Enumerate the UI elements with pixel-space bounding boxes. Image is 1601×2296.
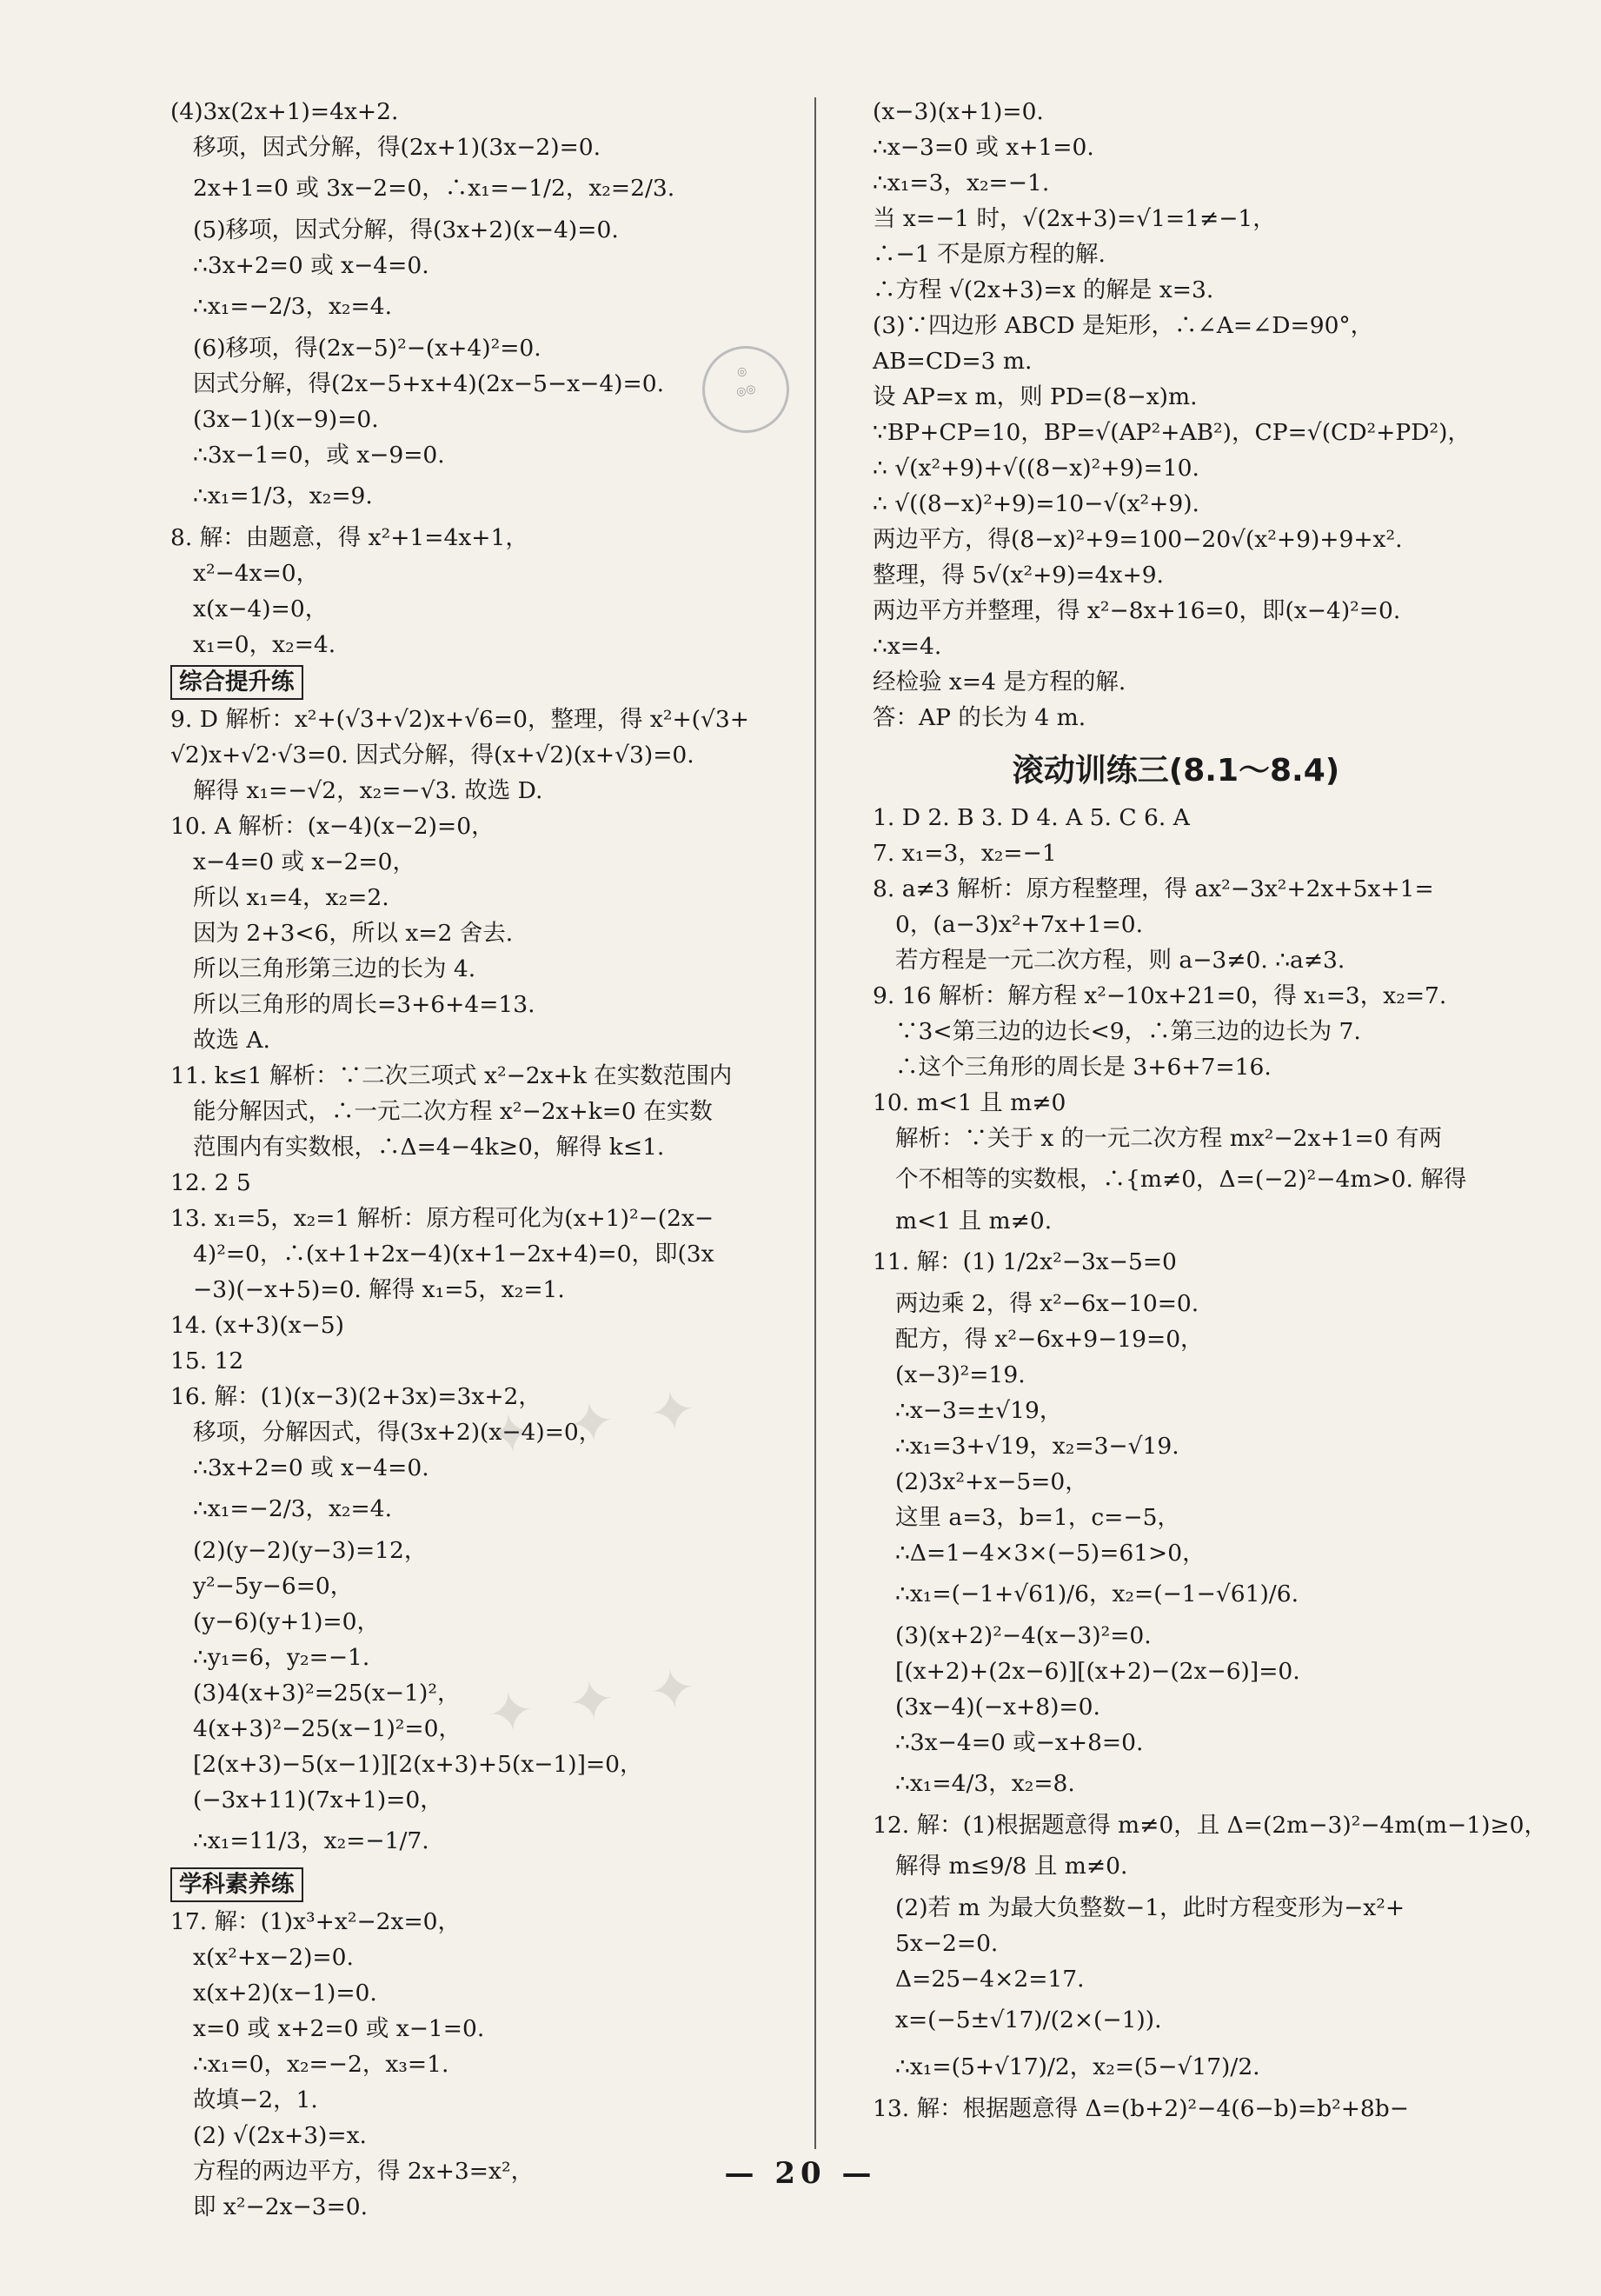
text-line: 13. 解：根据题意得 Δ=(b+2)²−4(6−b)=b²+8b−	[873, 2095, 1409, 2122]
text-line: ∴3x−1=0，或 x−9=0.	[193, 442, 445, 469]
text-line: 4(x+3)²−25(x−1)²=0，	[193, 1715, 462, 1742]
text-line: (2) √(2x+3)=x.	[193, 2122, 367, 2149]
text-line: ∴x−3=0 或 x+1=0.	[873, 134, 1094, 161]
text-line: [2(x+3)−5(x−1)][2(x+3)+5(x−1)]=0，	[193, 1751, 643, 1778]
text-line: 个不相等的实数根，∴{m≠0，Δ=(−2)²−4m>0. 解得	[895, 1166, 1467, 1193]
text-line: 两边平方并整理，得 x²−8x+16=0，即(x−4)²=0.	[873, 597, 1401, 624]
text-line: AB=CD=3 m.	[873, 348, 1033, 375]
text-line: ∴x₁=1/3，x₂=9.	[193, 482, 373, 509]
text-line: 两边平方，得(8−x)²+9=100−20√(x²+9)+9+x².	[873, 526, 1403, 553]
text-line: (3x−4)(−x+8)=0.	[895, 1694, 1100, 1720]
text-line: 16. 解：(1)(x−3)(2+3x)=3x+2，	[170, 1383, 541, 1410]
text-line: ∴y₁=6，y₂=−1.	[193, 1644, 370, 1671]
text-line: 解析：∵关于 x 的一元二次方程 mx²−2x+1=0 有两	[895, 1125, 1442, 1152]
text-line: ∴方程 √(2x+3)=x 的解是 x=3.	[873, 276, 1214, 303]
text-line: 12. 2 5	[170, 1169, 251, 1196]
text-line: (4)3x(2x+1)=4x+2.	[170, 98, 399, 125]
text-line: ∴ √(x²+9)+√((8−x)²+9)=10.	[873, 455, 1199, 482]
section-title: 滚动训练三(8.1～8.4)	[1012, 753, 1340, 789]
left-column	[170, 94, 796, 2225]
text-line: ∴Δ=1−4×3×(−5)=61>0，	[895, 1540, 1206, 1567]
column-divider	[814, 97, 816, 2149]
text-line: 若方程是一元二次方程，则 a−3≠0. ∴a≠3.	[895, 947, 1345, 974]
text-line: 8. 解：由题意，得 x²+1=4x+1，	[170, 524, 528, 551]
text-line: ∴ √((8−x)²+9)=10−√(x²+9).	[873, 490, 1199, 517]
text-line: 这里 a=3，b=1，c=−5，	[895, 1504, 1180, 1531]
text-line: x(x−4)=0，	[193, 596, 329, 622]
text-line: 移项，因式分解，得(2x+1)(3x−2)=0.	[193, 134, 601, 161]
section-badge: 学科素养练	[170, 1867, 303, 1902]
text-line: 解得 x₁=−√2，x₂=−√3. 故选 D.	[193, 777, 543, 804]
text-line: 经检验 x=4 是方程的解.	[873, 669, 1126, 695]
text-line: 所以三角形第三边的长为 4.	[193, 955, 476, 982]
text-line: ∴x₁=(−1+√61)/6，x₂=(−1−√61)/6.	[895, 1581, 1299, 1607]
text-line: ∴x₁=3+√19，x₂=3−√19.	[895, 1433, 1179, 1460]
text-line: ∵3<第三边的边长<9，∴第三边的边长为 7.	[895, 1018, 1361, 1045]
section-badge: 综合提升练	[170, 665, 303, 700]
text-line: ∴3x+2=0 或 x−4=0.	[193, 1454, 429, 1481]
text-line: 答：AP 的长为 4 m.	[873, 704, 1086, 731]
text-line: 15. 12	[170, 1348, 244, 1374]
text-line: ∴x₁=3，x₂=−1.	[873, 170, 1050, 196]
text-line: (−3x+11)(7x+1)=0，	[193, 1787, 443, 1814]
text-line: ∴3x+2=0 或 x−4=0.	[193, 252, 429, 279]
text-line: ∴x₁=0，x₂=−2，x₃=1.	[193, 2051, 449, 2078]
text-line: 当 x=−1 时，√(2x+3)=√1=1≠−1，	[873, 205, 1276, 232]
text-line: 1. D 2. B 3. D 4. A 5. C 6. A	[873, 804, 1190, 831]
text-line: 因式分解，得(2x−5+x+4)(2x−5−x−4)=0.	[193, 370, 665, 397]
text-line: (2)若 m 为最大负整数−1，此时方程变形为−x²+	[895, 1894, 1405, 1921]
text-line: ∴x₁=−2/3，x₂=4.	[193, 293, 393, 320]
text-line: 5x−2=0.	[895, 1930, 999, 1957]
text-line: ∴x−3=±√19，	[895, 1397, 1063, 1424]
text-line: 4)²=0，∴(x+1+2x−4)(x+1−2x+4)=0，即(3x	[193, 1241, 714, 1268]
text-line: 所以三角形的周长=3+6+4=13.	[193, 991, 535, 1018]
text-line: 10. m<1 且 m≠0	[873, 1089, 1066, 1116]
text-line: (6)移项，得(2x−5)²−(x+4)²=0.	[193, 335, 541, 362]
text-line: 配方，得 x²−6x+9−19=0，	[895, 1326, 1204, 1353]
text-line: (x−3)²=19.	[895, 1361, 1026, 1388]
page-number: — 20 —	[724, 2156, 877, 2191]
watermark-icon: ✦ ✦ ✦	[483, 1375, 709, 1471]
text-line: 7. x₁=3，x₂=−1	[873, 840, 1057, 867]
text-line: m<1 且 m≠0.	[895, 1208, 1053, 1235]
text-line: 0，(a−3)x²+7x+1=0.	[895, 911, 1144, 938]
text-line: ∴这个三角形的周长是 3+6+7=16.	[895, 1054, 1272, 1081]
text-line: 9. 16 解析：解方程 x²−10x+21=0，得 x₁=3，x₂=7.	[873, 982, 1447, 1009]
text-line: ∴x₁=4/3，x₂=8.	[895, 1770, 1075, 1797]
text-line: 12. 解：(1)根据题意得 m≠0，且 Δ=(2m−3)²−4m(m−1)≥0，	[873, 1812, 1547, 1839]
text-line: x₁=0，x₂=4.	[193, 631, 336, 658]
text-line: (y−6)(y+1)=0，	[193, 1608, 380, 1635]
text-line: 8. a≠3 解析：原方程整理，得 ax²−3x²+2x+5x+1=	[873, 875, 1434, 902]
text-line: ∴x₁=−2/3，x₂=4.	[193, 1495, 393, 1522]
text-line: Δ=25−4×2=17.	[895, 1966, 1085, 1993]
text-line: (3)4(x+3)²=25(x−1)²，	[193, 1680, 461, 1707]
text-line: ∵BP+CP=10，BP=√(AP²+AB²)，CP=√(CD²+PD²)，	[873, 419, 1471, 446]
text-line: 移项，分解因式，得(3x+2)(x−4)=0，	[193, 1419, 602, 1446]
text-line: 9. D 解析：x²+(√3+√2)x+√6=0，整理，得 x²+(√3+	[170, 706, 749, 733]
text-line: x=(−5±√17)/(2×(−1)).	[895, 2007, 1162, 2033]
text-line: 故选 A.	[193, 1027, 270, 1054]
text-line: 两边乘 2，得 x²−6x−10=0.	[895, 1290, 1199, 1317]
text-line: (x−3)(x+1)=0.	[873, 98, 1044, 125]
text-line: 所以 x₁=4，x₂=2.	[193, 884, 389, 911]
text-line: 解得 m≤9/8 且 m≠0.	[895, 1853, 1128, 1880]
text-line: x(x+2)(x−1)=0.	[193, 1980, 377, 2007]
text-line: x−4=0 或 x−2=0，	[193, 849, 415, 875]
text-line: 11. k≤1 解析：∵二次三项式 x²−2x+k 在实数范围内	[170, 1062, 733, 1089]
text-line: ∴x=4.	[873, 633, 942, 660]
text-line: 14. (x+3)(x−5)	[170, 1312, 344, 1339]
text-line: 能分解因式，∴一元二次方程 x²−2x+k=0 在实数	[193, 1098, 713, 1125]
text-line: (3)(x+2)²−4(x−3)²=0.	[895, 1622, 1152, 1649]
text-line: (2)(y−2)(y−3)=12，	[193, 1537, 428, 1564]
text-line: 范围内有实数根，∴Δ=4−4k≥0，解得 k≤1.	[193, 1134, 665, 1161]
text-line: [(x+2)+(2x−6)][(x+2)−(2x−6)]=0.	[895, 1658, 1300, 1685]
text-line: −3)(−x+5)=0. 解得 x₁=5，x₂=1.	[193, 1276, 565, 1303]
text-line: 2x+1=0 或 3x−2=0，∴x₁=−1/2，x₂=2/3.	[193, 175, 675, 202]
text-line: 设 AP=x m，则 PD=(8−x)m.	[873, 383, 1198, 410]
text-line: ∴3x−4=0 或−x+8=0.	[895, 1729, 1144, 1756]
text-line: 因为 2+3<6，所以 x=2 舍去.	[193, 920, 514, 947]
text-line: y²−5y−6=0，	[193, 1573, 354, 1600]
text-line: x²−4x=0，	[193, 560, 320, 587]
text-line: ∴x₁=(5+√17)/2，x₂=(5−√17)/2.	[895, 2053, 1260, 2080]
text-line: √2)x+√2·√3=0. 因式分解，得(x+√2)(x+√3)=0.	[170, 742, 694, 769]
text-line: 11. 解：(1) 1/2x²−3x−5=0	[873, 1248, 1177, 1275]
text-line: ∴x₁=11/3，x₂=−1/7.	[193, 1827, 429, 1854]
text-line: 整理，得 5√(x²+9)=4x+9.	[873, 562, 1164, 589]
text-line: (3)∵四边形 ABCD 是矩形，∴∠A=∠D=90°，	[873, 312, 1374, 339]
right-column	[873, 94, 1547, 2126]
text-line: 13. x₁=5，x₂=1 解析：原方程可化为(x+1)²−(2x−	[170, 1205, 714, 1232]
text-line: x=0 或 x+2=0 或 x−1=0.	[193, 2015, 485, 2042]
text-line: 10. A 解析：(x−4)(x−2)=0，	[170, 813, 495, 840]
text-line: (2)3x²+x−5=0，	[895, 1468, 1088, 1495]
text-line: (5)移项，因式分解，得(3x+2)(x−4)=0.	[193, 216, 619, 243]
text-line: ∴−1 不是原方程的解.	[873, 241, 1106, 268]
text-line: 方程的两边平方，得 2x+3=x²，	[193, 2158, 535, 2185]
text-line: 17. 解：(1)x³+x²−2x=0，	[170, 1908, 462, 1935]
text-line: x(x²+x−2)=0.	[193, 1944, 354, 1971]
watermark-icon: ✦ ✦ ✦	[483, 1654, 709, 1749]
text-line: 故填−2，1.	[193, 2086, 318, 2113]
text-line: (3x−1)(x−9)=0.	[193, 406, 379, 433]
text-line: 即 x²−2x−3=0.	[193, 2193, 369, 2220]
stamp-icon: ◎ ◎◎	[694, 338, 798, 442]
